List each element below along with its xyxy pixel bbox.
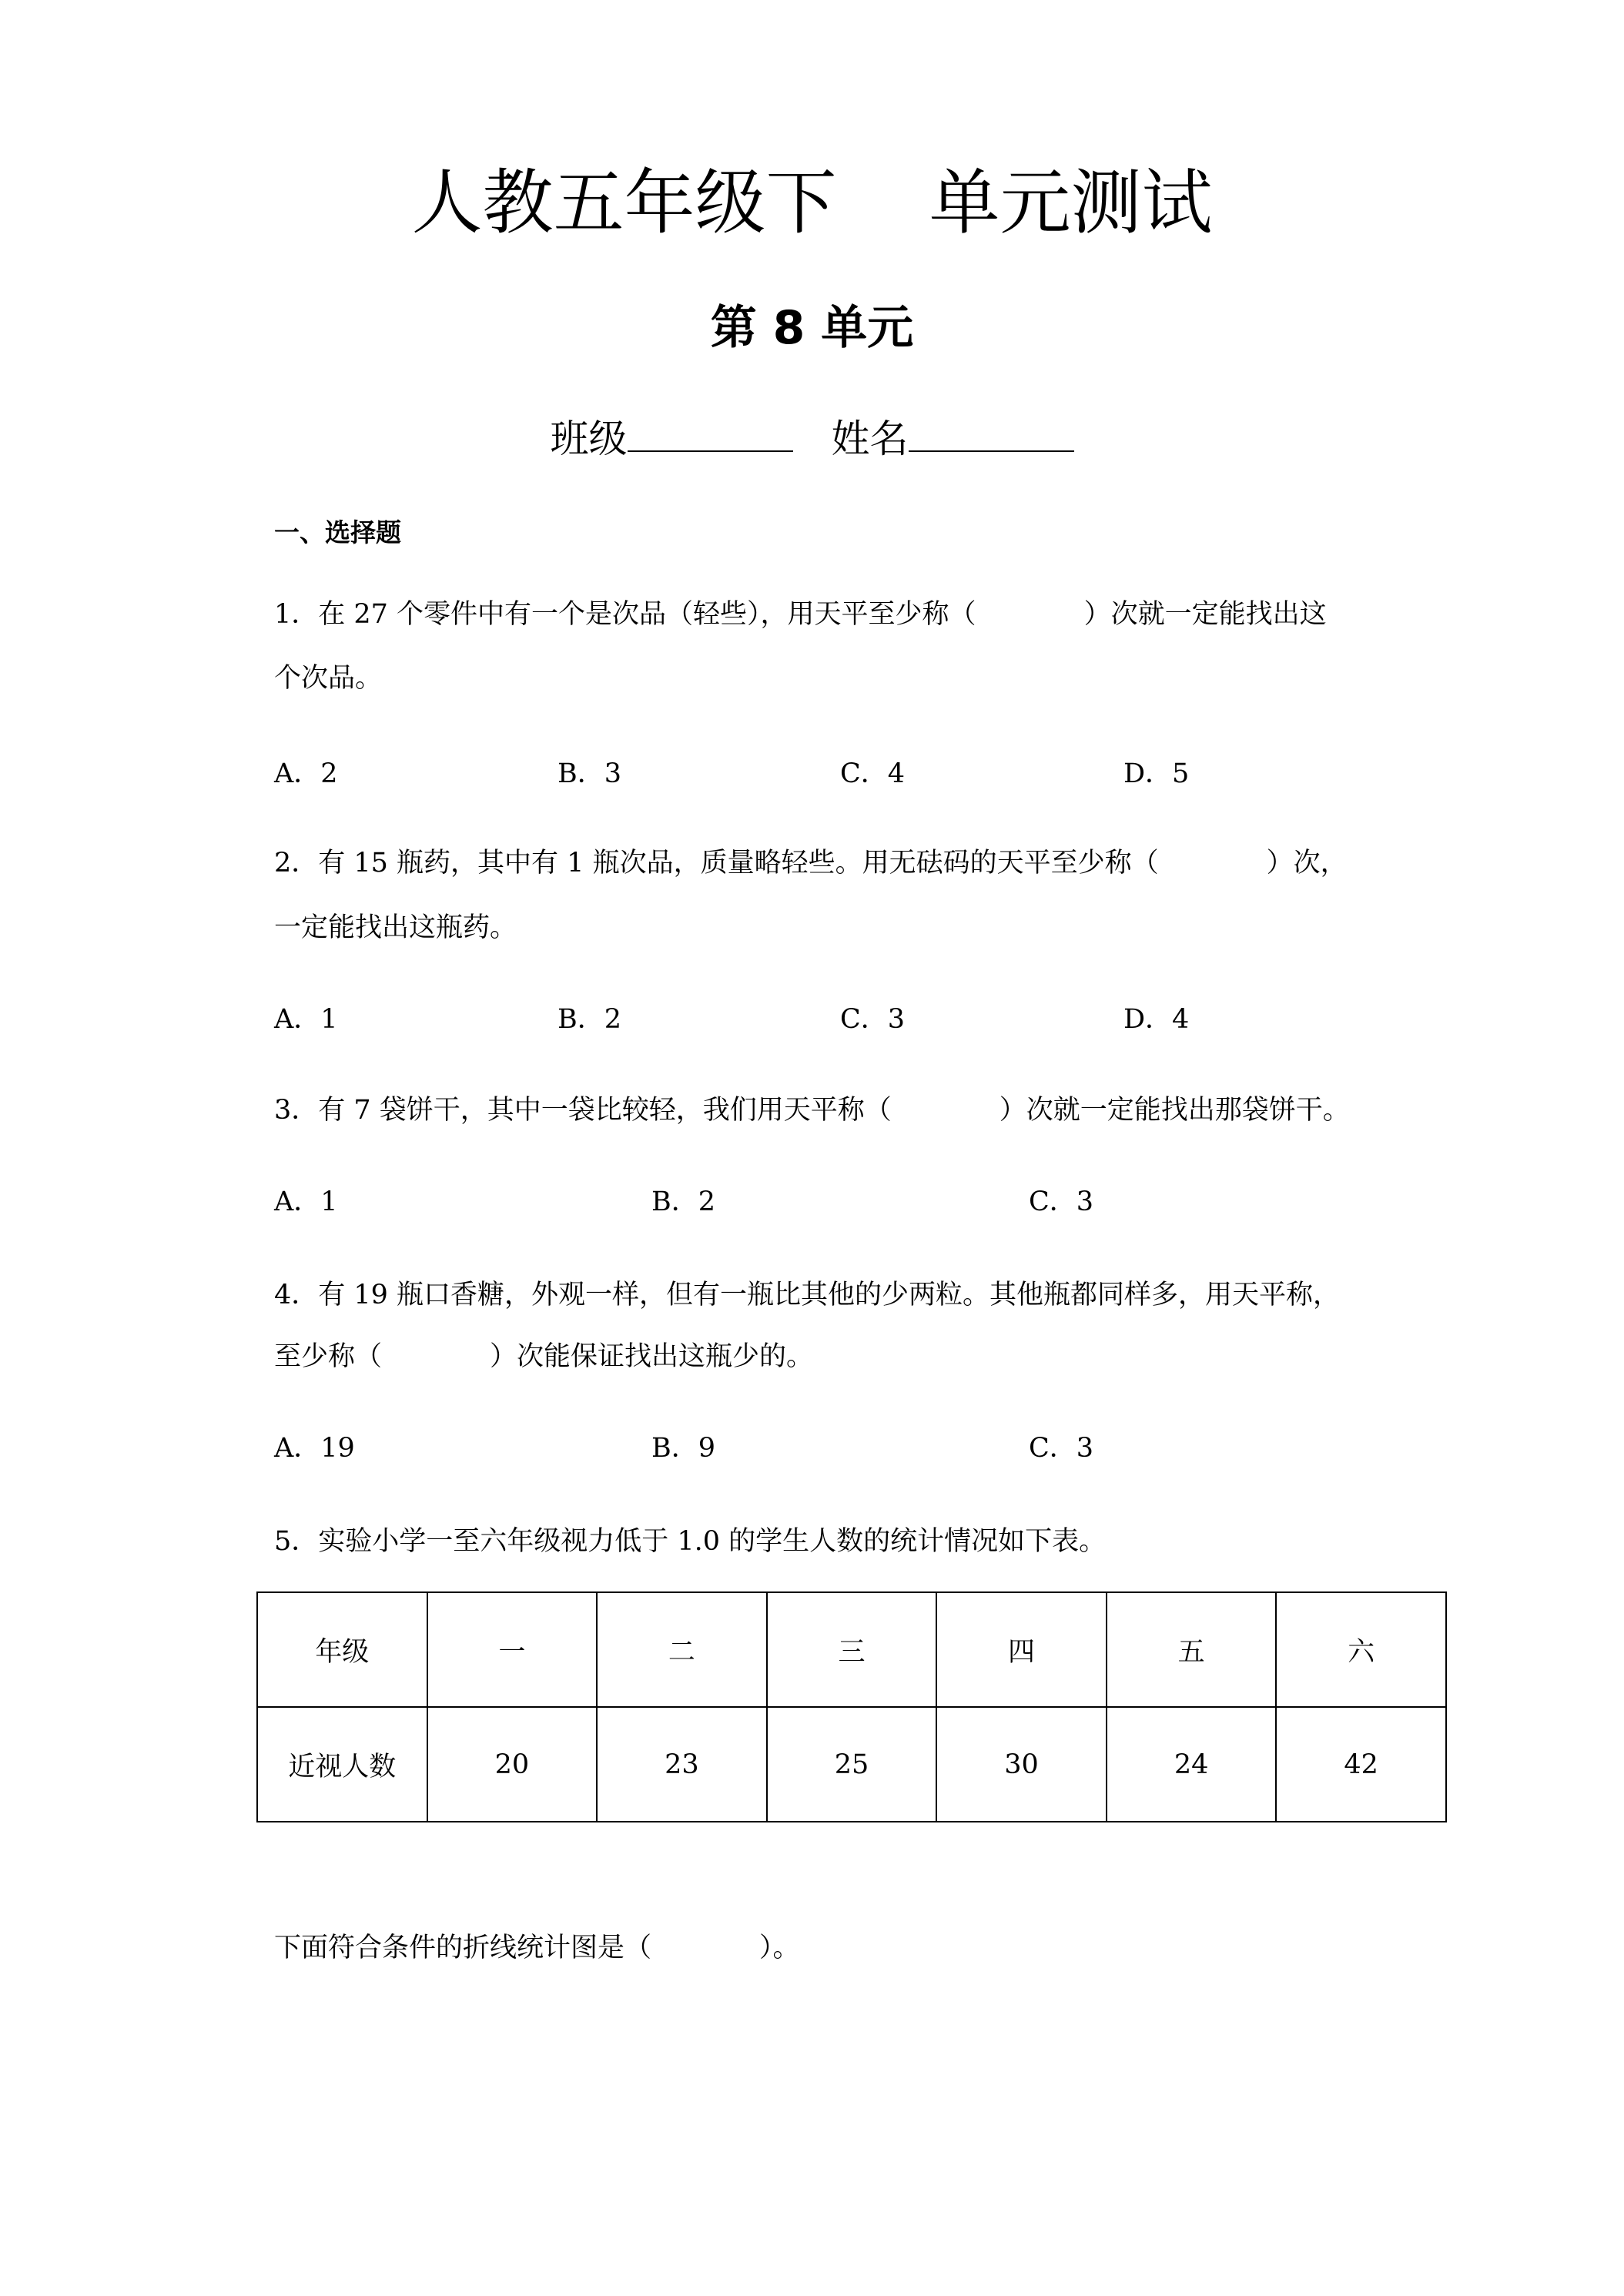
myopia-table bbox=[256, 1591, 1447, 1822]
question-5-line1: 5．实验小学一至六年级视力低于 1.0 的学生人数的统计情况如下表。 bbox=[274, 1526, 1107, 1557]
title-right: 单元测试 bbox=[929, 162, 1213, 244]
q2-option-c[interactable]: C．3 bbox=[840, 1004, 906, 1035]
page-title bbox=[0, 146, 1624, 248]
table-cell: 年级 bbox=[257, 1592, 427, 1707]
unit-title: 第 8 单元 bbox=[710, 301, 914, 355]
table-cell: 20 bbox=[427, 1707, 598, 1822]
q2-option-d[interactable]: D．4 bbox=[1123, 1004, 1190, 1035]
section-title: 一、选择题 bbox=[274, 517, 401, 547]
table-cell: 23 bbox=[597, 1707, 767, 1822]
q3-option-b[interactable]: B．2 bbox=[651, 1186, 715, 1217]
q3-option-c[interactable]: C．3 bbox=[1029, 1186, 1094, 1217]
name-label: 姓名 bbox=[831, 417, 909, 461]
table-header-row bbox=[257, 1592, 1446, 1707]
q4-option-b[interactable]: B．9 bbox=[651, 1433, 715, 1464]
table-cell: 近视人数 bbox=[257, 1707, 427, 1822]
table-cell: 二 bbox=[597, 1592, 767, 1707]
table-cell: 一 bbox=[427, 1592, 598, 1707]
table-cell: 24 bbox=[1107, 1707, 1277, 1822]
question-2-line2: 一定能找出这瓶药。 bbox=[274, 912, 517, 943]
q1-option-c[interactable]: C．4 bbox=[840, 758, 906, 789]
table-cell: 三 bbox=[767, 1592, 937, 1707]
table-cell: 五 bbox=[1107, 1592, 1277, 1707]
title-left: 人教五年级下 bbox=[411, 162, 837, 244]
q4-option-c[interactable]: C．3 bbox=[1029, 1433, 1094, 1464]
q1-option-b[interactable]: B．3 bbox=[558, 758, 621, 789]
question-3-line1: 3．有 7 袋饼干，其中一袋比较轻，我们用天平称（ ）次就一定能找出那袋饼干。 bbox=[274, 1095, 1350, 1126]
question-5-follow: 下面符合条件的折线统计图是（ ）。 bbox=[274, 1933, 800, 1963]
table-cell: 四 bbox=[936, 1592, 1107, 1707]
name-blank[interactable] bbox=[909, 415, 1074, 452]
question-1-line1: 1．在 27 个零件中有一个是次品（轻些），用天平至少称（ ）次就一定能找出这 bbox=[274, 599, 1327, 630]
q4-option-a[interactable]: A．19 bbox=[274, 1433, 355, 1464]
table-cell: 25 bbox=[767, 1707, 937, 1822]
table-cell: 42 bbox=[1276, 1707, 1446, 1822]
question-1-line2: 个次品。 bbox=[274, 663, 383, 694]
class-name-line bbox=[0, 408, 1624, 464]
q1-option-d[interactable]: D．5 bbox=[1123, 758, 1190, 789]
class-blank[interactable] bbox=[628, 415, 793, 452]
question-4-line2: 至少称（ ）次能保证找出这瓶少的。 bbox=[274, 1341, 814, 1372]
question-4-line1: 4．有 19 瓶口香糖，外观一样，但有一瓶比其他的少两粒。其他瓶都同样多，用天平称， bbox=[274, 1280, 1341, 1310]
table-cell: 六 bbox=[1276, 1592, 1446, 1707]
table-cell: 30 bbox=[936, 1707, 1107, 1822]
q3-option-a[interactable]: A．1 bbox=[274, 1186, 338, 1217]
q1-option-a[interactable]: A．2 bbox=[274, 758, 338, 789]
q2-option-a[interactable]: A．1 bbox=[274, 1004, 338, 1035]
class-label: 班级 bbox=[550, 417, 628, 461]
table-row bbox=[257, 1707, 1446, 1822]
question-2-line1: 2．有 15 瓶药，其中有 1 瓶次品，质量略轻些。用无砝码的天平至少称（ ）次， bbox=[274, 848, 1348, 879]
q2-option-b[interactable]: B．2 bbox=[558, 1004, 621, 1035]
